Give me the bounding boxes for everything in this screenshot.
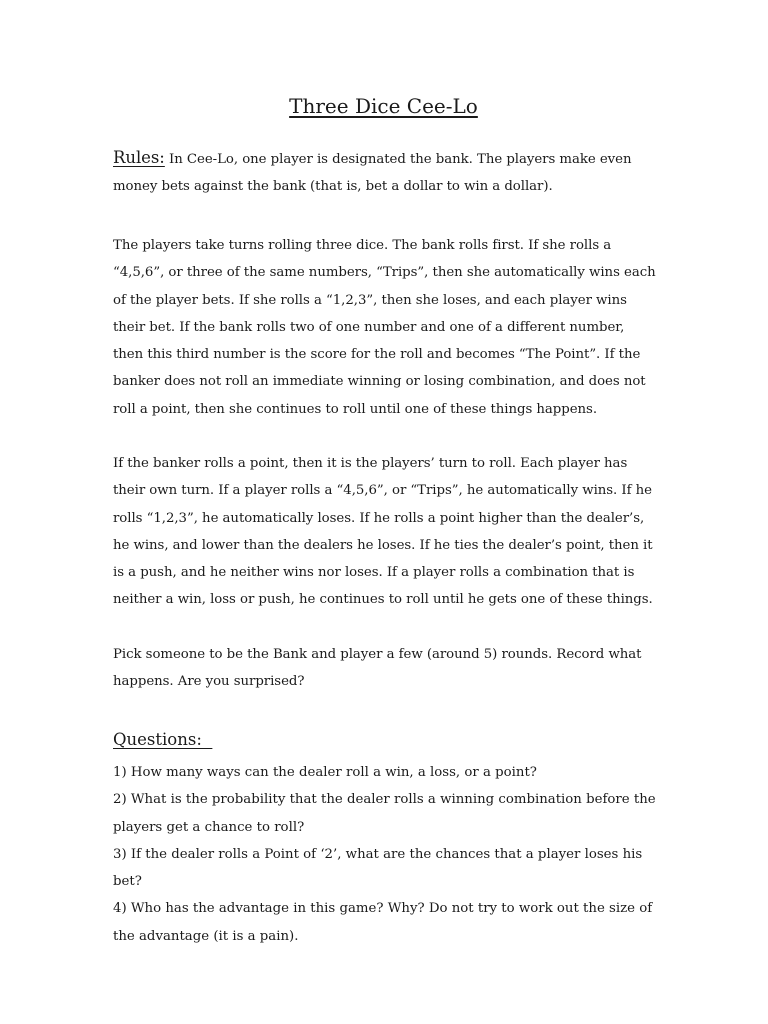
question-item: 3) If the dealer rolls a Point of ‘2’, what are the chances that a player loses his bet? — [113, 846, 643, 890]
questions-list — [113, 759, 658, 950]
rules-text: In Cee-Lo, one player is designated the bank. The players make even money bets against the bank (that is, bet a dollar to win a dollar). — [113, 152, 632, 195]
questions-heading: Questions: — [113, 730, 213, 749]
question-item: 1) How many ways can the dealer roll a win, a loss, or a point? — [113, 765, 537, 780]
paragraph-instructions: Pick someone to be the Bank and player a few (around 5) rounds. Record what happens. Are you surprised? — [113, 647, 642, 690]
question-item: 2) What is the probability that the dealer rolls a winning combination before the players get a chance to roll? — [113, 792, 656, 835]
question-item: 4) Who has the advantage in this game? Why? Do not try to work out the size of the advantage (it is a pain). — [113, 901, 653, 944]
rules-paragraph — [113, 144, 658, 201]
document-title: Three Dice Cee-Lo — [289, 94, 478, 118]
rules-heading: Rules: — [113, 148, 165, 167]
paragraph-player-turn: If the banker rolls a point, then it is the players’ turn to roll. Each player has their own turn. If a player rolls a “4,5,6”, or “Trips”, he automatically wins. If he rolls “1,2,3”, he automatically loses. If he rolls a point higher than the dealer’s, he wins, and lower than the dealers he loses. If he ties the dealer’s point, then it is a push, and he neither wins nor loses. If a player rolls a combination that is neither a win, loss or push, he continues to roll until he gets one of these things. — [113, 456, 653, 608]
paragraph-rolling: The players take turns rolling three dice. The bank rolls first. If she rolls a “4,5,6”, or three of the same numbers, “Trips”, then she automatically wins each of the player bets. If she rolls a “1,2,3”, then she loses, and each player wins their bet. If the bank rolls two of one number and one of a different number, then this third number is the score for the roll and becomes “The Point”. If the banker does not roll an immediate winning or losing combination, and does not roll a point, then she continues to roll until one of these things happens. — [113, 238, 656, 417]
